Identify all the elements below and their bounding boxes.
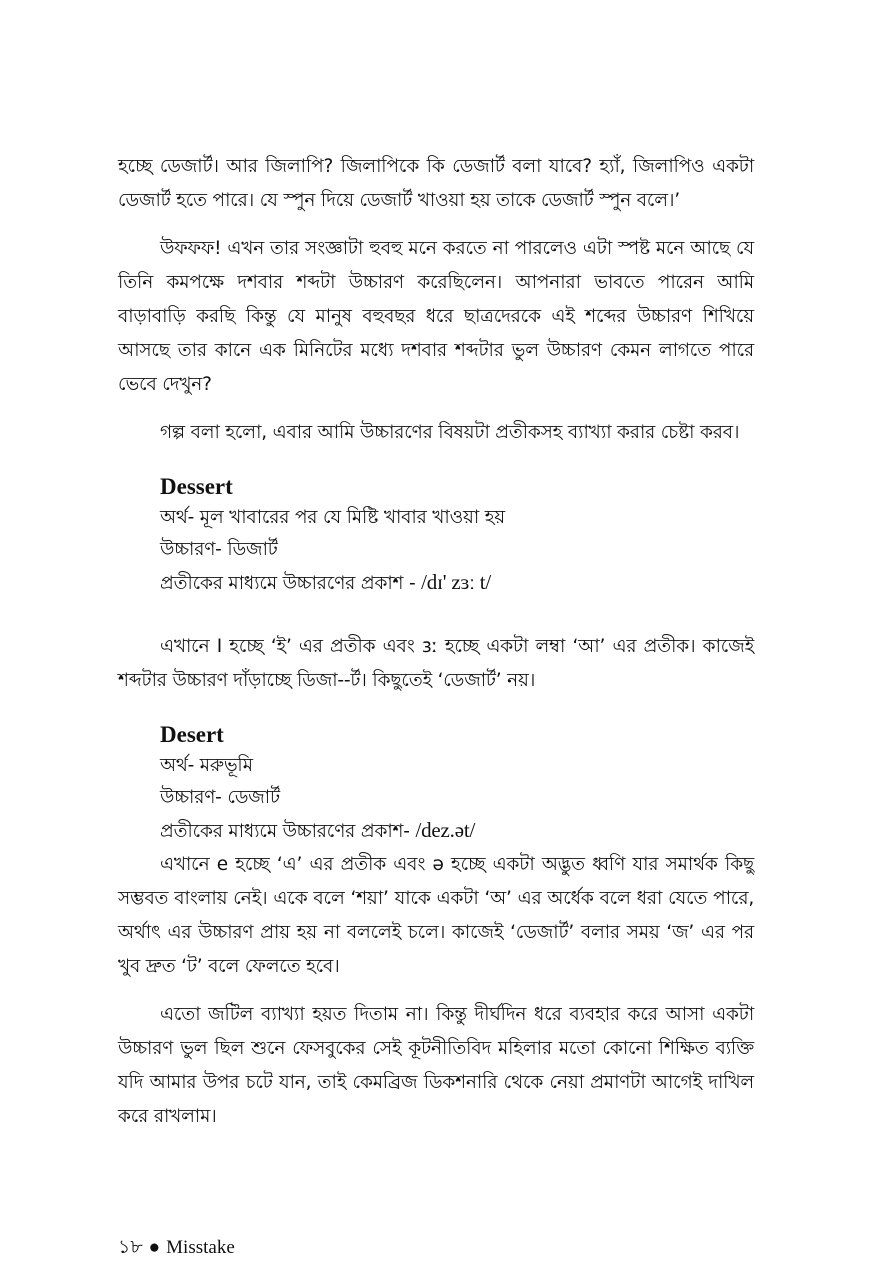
entry-pronunciation: উচ্চারণ- ডেজার্ট xyxy=(160,787,280,808)
entry-meaning: অর্থ- মূল খাবারের পর যে মিষ্টি খাবার খাওয়া হয় xyxy=(160,507,505,528)
paragraph-story: উফফফ! এখন তার সংজ্ঞাটা হুবহু মনে করতে না পারলেও এটা স্পষ্ট মনে আছে যে তিনি কমপক্ষে দশবার শব্দটা উচ্চারণ করেছিলেন। আপনারা ভাবতে পারেন আমি বাড়াবাড়ি করছি কিন্তু যে মানুষ বহুবছর ধরে ছাত্রদেরকে এই শব্দের উচ্চারণ শিখিয়ে আসছে তার কানে এক মিনিটের মধ্যে দশবার শব্দটার ভুল উচ্চারণ কেমন লাগতে পারে ভেবে দেখুন? xyxy=(118,238,754,395)
entry-dessert xyxy=(160,472,754,600)
entry-symbol-ipa: /dez.ət/ xyxy=(415,818,476,842)
entry-symbol-ipa: /dɪ' zɜː t/ xyxy=(421,570,492,594)
book-title: Misstake xyxy=(166,1237,235,1258)
entry-symbol xyxy=(160,566,754,600)
paragraph-conclusion: এতো জটিল ব্যাখ্যা হয়ত দিতাম না। কিন্তু দীর্ঘদিন ধরে ব্যবহার করে আসা একটা উচ্চারণ ভুল ছিল শুনে ফেসবুকের সেই কূটনীতিবিদ মহিলার মতো কোনো শিক্ষিত ব্যক্তি যদি আমার উপর চটে যান, তাই কেমব্রিজ ডিকশনারি থেকে নেয়া প্রমাণটা আগেই দাখিল করে রাখলাম। xyxy=(118,1004,754,1127)
entry-symbol-label: প্রতীকের মাধ্যমে উচ্চারণের প্রকাশ- xyxy=(160,821,416,842)
paragraph-desert-explanation: এখানে e হচ্ছে ‘এ’ এর প্রতীক এবং ə হচ্ছে একটা অদ্ভুত ধ্বণি যার সমার্থক কিছু সম্ভবত বাংলায় নেই। একে বলে ‘শয়া’ যাকে একটা ‘অ’ এর অর্ধেক বলে ধরা যেতে পারে, অর্থাৎ এর উচ্চারণ প্রায় হয় না বললেই চলে। কাজেই ‘ডেজার্ট’ বলার সময় ‘জ’ এর পর খুব দ্রুত ‘ট’ বলে ফেলতে হবে। xyxy=(118,854,754,977)
entry-symbol-label: প্রতীকের মাধ্যমে উচ্চারণের প্রকাশ - xyxy=(160,573,422,594)
entry-word: Dessert xyxy=(160,474,233,499)
entry-pronunciation: উচ্চারণ- ডিজার্ট xyxy=(160,539,278,560)
page-body xyxy=(118,150,754,1134)
entry-word: Desert xyxy=(160,722,224,747)
paragraph-dessert-definition-end: হচ্ছে ডেজার্ট। আর জিলাপি? জিলাপিকে কি ডেজার্ট বলা যাবে? হ্যাঁ, জিলাপিও একটা ডেজার্ট হতে পারে। যে স্পুন দিয়ে ডেজার্ট খাওয়া হয় তাকে ডেজার্ট স্পুন বলে।’ xyxy=(118,156,754,211)
entry-desert xyxy=(160,720,754,848)
page-number: ১৮ xyxy=(118,1237,143,1258)
page-footer xyxy=(118,1236,235,1260)
bullet-icon: ● xyxy=(148,1237,161,1258)
entry-symbol xyxy=(160,814,754,848)
paragraph-dessert-explanation: এখানে I হচ্ছে ‘ই’ এর প্রতীক এবং ɜː হচ্ছে একটা লম্বা ‘আ’ এর প্রতীক। কাজেই শব্দটার উচ্চারণ দাঁড়াচ্ছে ডিজা--র্ট। কিছুতেই ‘ডেজার্ট’ নয়। xyxy=(118,636,754,691)
paragraph-intro-explanation: গল্প বলা হলো, এবার আমি উচ্চারণের বিষয়টা প্রতীকসহ ব্যাখ্যা করার চেষ্টা করব। xyxy=(160,422,740,443)
entry-meaning: অর্থ- মরুভূমি xyxy=(160,755,253,776)
